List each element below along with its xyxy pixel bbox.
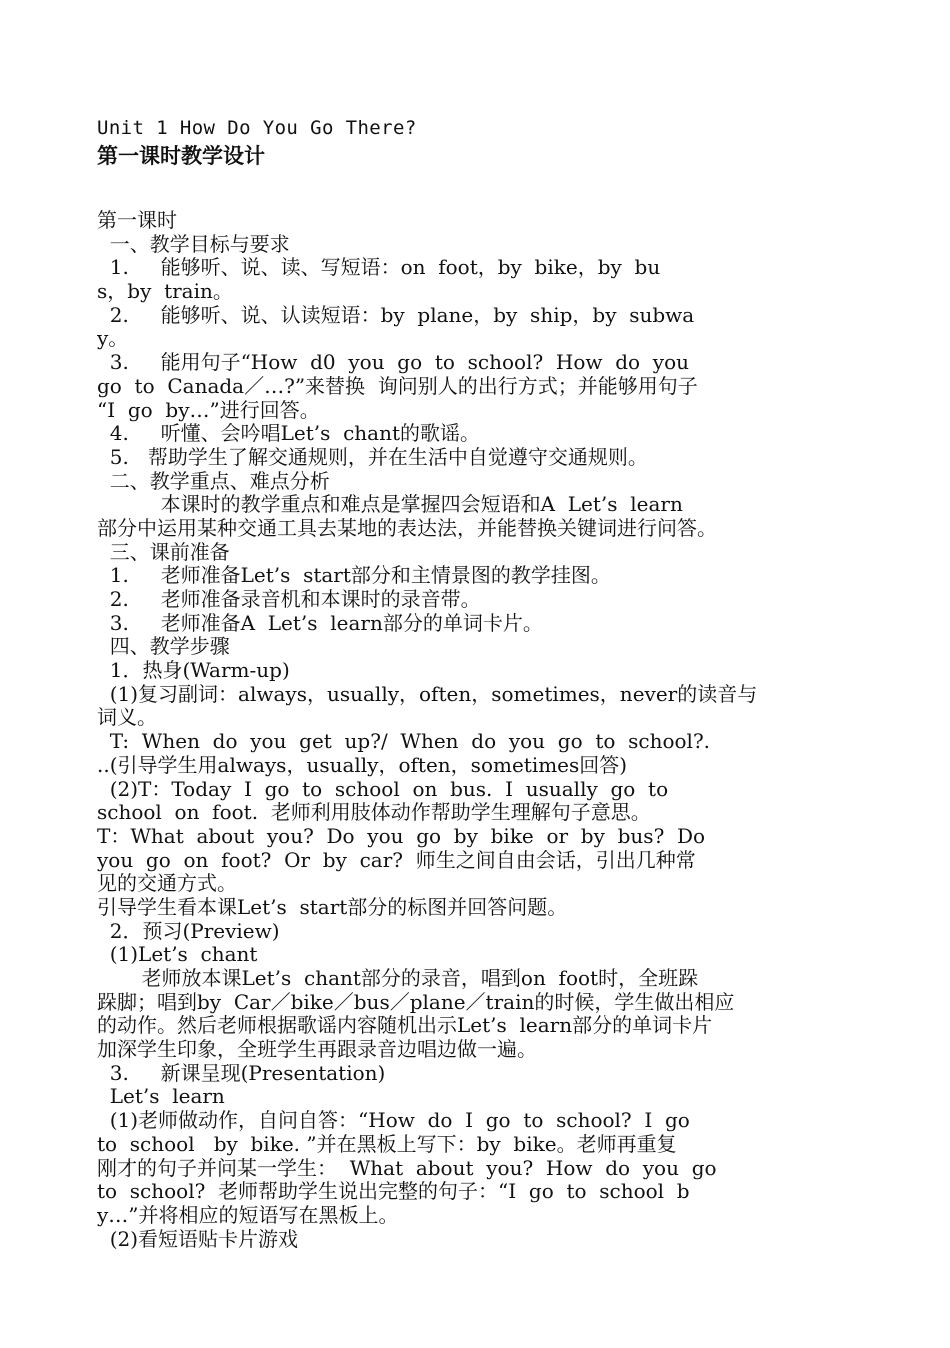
paragraph-line: 1．热身(Warm-up): [97, 659, 290, 683]
paragraph-line: T：What about you? Do you go by bike or by bus? Do: [97, 824, 706, 848]
paragraph-line: (2)T：Today I go to school on bus. I usually go to: [97, 777, 669, 801]
paragraph-line: Let’s learn: [97, 1085, 225, 1109]
paragraph-line: to school? 老师帮助学生说出完整的句子：“I go to school b: [97, 1180, 690, 1204]
paragraph-line: 刚才的句子并问某一学生： What about you? How do you go: [97, 1156, 717, 1180]
paragraph-line: ..(引导学生用always，usually，often，sometimes回答): [97, 753, 628, 777]
paragraph-line: 部分中运用某种交通工具去某地的表达法，并能替换关键词进行问答。: [97, 516, 717, 540]
paragraph-line: 第一课时: [97, 209, 177, 232]
paragraph-line: 加深学生印象，全班学生再跟录音边唱边做一遍。: [97, 1038, 537, 1062]
paragraph-line: you go on foot? Or by car? 师生之间自由会话，引出几种常: [97, 848, 696, 872]
paragraph-line: go to Canada／…?”来替换 询问别人的出行方式；并能够用句子: [97, 374, 698, 398]
paragraph-line: 本课时的教学重点和难点是掌握四会短语和A Let’s learn: [97, 493, 683, 517]
paragraph-line: 一、教学目标与要求: [97, 232, 290, 256]
paragraph-line: 三、课前准备: [97, 540, 230, 564]
paragraph-line: 四、教学步骤: [97, 635, 230, 659]
paragraph-line: 引导学生看本课Let’s start部分的标图并回答问题。: [97, 895, 568, 919]
paragraph-line: 1. 能够听、说、读、写短语：on foot，by bike，by bu: [97, 256, 661, 280]
paragraph-line: (2)看短语贴卡片游戏: [97, 1227, 299, 1251]
paragraph-line: 1. 老师准备Let’s start部分和主情景图的教学挂图。: [97, 564, 611, 588]
document-body: [97, 209, 857, 1251]
paragraph-line: 老师放本课Let’s chant部分的录音，唱到on foot时，全班跺: [97, 967, 699, 990]
paragraph-line: 4. 听懂、会吟唱Let’s chant的歌谣。: [97, 422, 480, 446]
document-title-cn: 第一课时教学设计: [97, 144, 265, 168]
paragraph-line: 3. 老师准备A Let’s learn部分的单词卡片。: [97, 611, 543, 635]
paragraph-line: s，by train。: [97, 280, 233, 304]
paragraph-line: to school by bike. ”并在黑板上写下：by bike。老师再重复: [97, 1132, 677, 1156]
paragraph-line: 词义。: [97, 706, 157, 730]
document-page: [97, 115, 857, 1251]
paragraph-line: (1)Let’s chant: [97, 943, 258, 967]
paragraph-line: 3. 能用句子“How d0 you go to school? How do you: [97, 351, 690, 375]
spacer: [97, 171, 857, 209]
paragraph-line: 5. 帮助学生了解交通规则，并在生活中自觉遵守交通规则。: [97, 445, 648, 469]
paragraph-line: y。: [97, 327, 129, 351]
paragraph-line: y…”并将相应的短语写在黑板上。: [97, 1203, 399, 1227]
paragraph-line: 3. 新课呈现(Presentation): [97, 1061, 386, 1085]
paragraph-line: T: When do you get up?/ When do you go to school?.: [97, 730, 711, 754]
paragraph-line: (1)复习副词：always，usually，often，sometimes，never的读音与: [97, 682, 758, 706]
paragraph-line: 2．预习(Preview): [97, 919, 280, 943]
document-title-en: Unit 1 How Do You Go There?: [97, 117, 417, 139]
paragraph-line: “I go by…”进行回答。: [97, 398, 320, 422]
paragraph-line: 跺脚；唱到by Car／bike／bus／plane／train的时候，学生做出相应: [97, 990, 735, 1014]
paragraph-line: school on foot. 老师利用肢体动作帮助学生理解句子意思。: [97, 801, 651, 825]
paragraph-line: (1)老师做动作，自问自答：“How do I go to school? I go: [97, 1109, 690, 1133]
paragraph-line: 的动作。然后老师根据歌谣内容随机出示Let’s learn部分的单词卡片: [97, 1014, 713, 1038]
paragraph-line: 二、教学重点、难点分析: [97, 469, 330, 493]
paragraph-line: 2. 老师准备录音机和本课时的录音带。: [97, 588, 481, 611]
paragraph-line: 2. 能够听、说、认读短语：by plane，by ship，by subwa: [97, 303, 695, 327]
paragraph-line: 见的交通方式。: [97, 872, 237, 896]
